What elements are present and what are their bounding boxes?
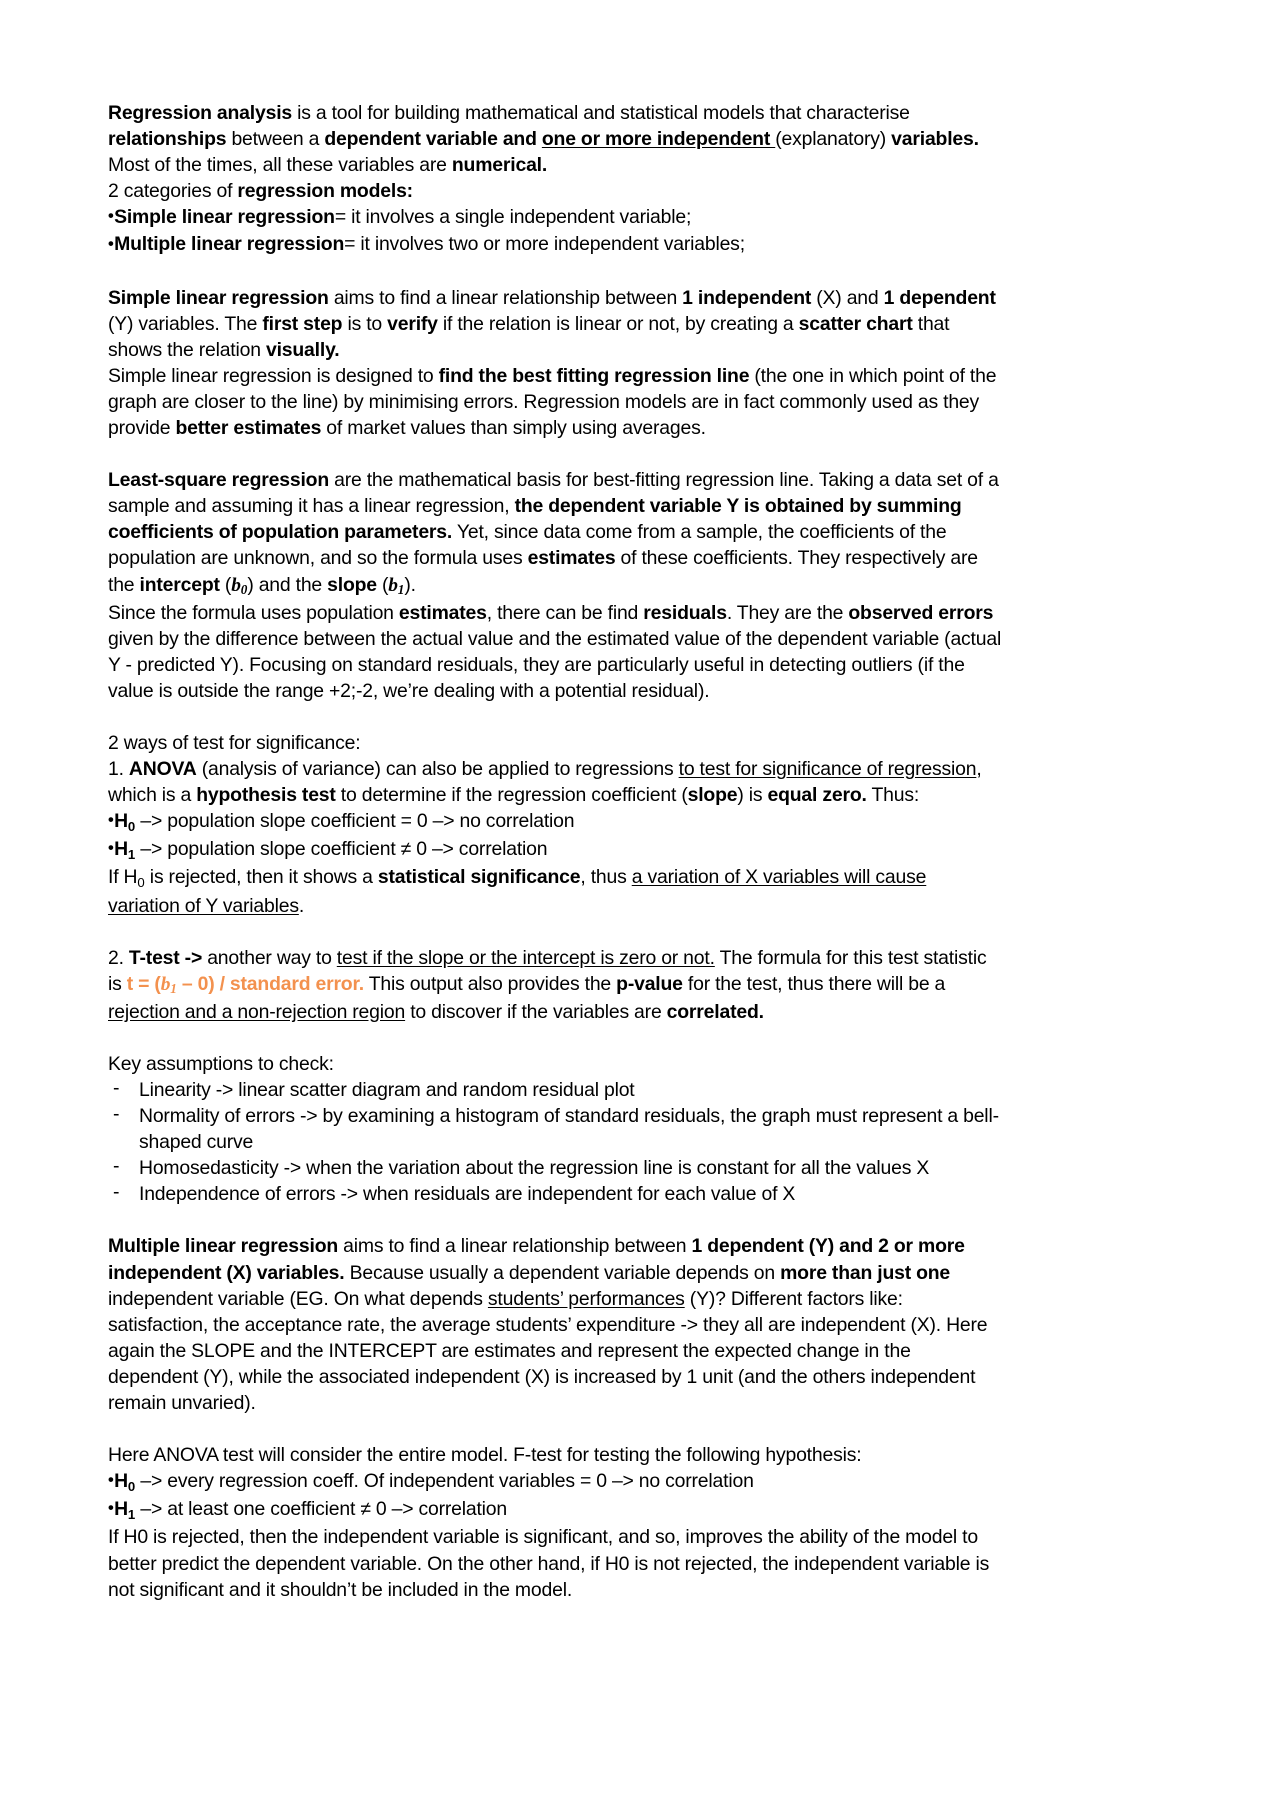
least-text-7: ). (404, 573, 416, 596)
intro-text-1: is a tool for building mathematical and statistical models that characterise (292, 102, 910, 124)
bullet-marker (108, 1470, 114, 1492)
reject-text-4: . (298, 894, 305, 917)
ttest-underline-slope-intercept: test if the slope or the intercept is zero or not. (336, 946, 715, 969)
bullet-multiple-rest: = it involves two or more independent variables; (344, 233, 745, 256)
assumptions-list (108, 1077, 1003, 1207)
anova-text-4: ) is (737, 784, 768, 807)
bullet-multiple-bold: Multiple linear regression (114, 233, 345, 256)
symbol-b-one-subscript: 1 (397, 581, 405, 597)
multiple-text-3: independent variable (EG. On what depends (108, 1287, 488, 1310)
simple-lead-bold: Simple linear regression (108, 286, 329, 309)
ttest-underline-rejection-region: rejection and a non-rejection region (108, 1000, 406, 1023)
paragraph-spacer (108, 1416, 1003, 1442)
final-h0-subscript: 0 (127, 1478, 136, 1494)
simple-bold-1-independent: 1 independent (682, 286, 812, 309)
multiple-underline-students-performances: students’ performances (487, 1287, 685, 1310)
list-item-text: Independence of errors -> when residuals are independent for each value of X (139, 1183, 796, 1206)
intro-categories-bold: regression models: (237, 180, 413, 203)
final-h1-label: H (114, 1498, 128, 1521)
paragraph-ttest (108, 945, 1003, 1025)
least-text-6: ( (376, 573, 389, 596)
symbol-b-one: b (388, 574, 398, 596)
simple-text-7: Simple linear regression is designed to (108, 364, 439, 387)
paragraph-spacer (108, 1207, 1003, 1233)
bullet-simple-bold: Simple linear regression (114, 206, 335, 229)
paragraph-intro (108, 100, 1003, 259)
simple-text-5: if the relation is linear or not, by creating a (437, 312, 799, 335)
least-text-9: , there can be find (486, 601, 644, 624)
formula-t-part: t = ( (126, 972, 161, 995)
simple-text-2: (X) and (811, 286, 884, 309)
final-h0-text: –> every regression coeff. Of independent variables = 0 –> no correlation (135, 1470, 754, 1493)
simple-bold-best-fitting: find the best fitting regression line (438, 364, 750, 387)
paragraph-multiple-linear (108, 1233, 1003, 1416)
least-text-11: given by the difference between the actual value and the estimated value of the dependent variable (actual Y - predicted Y). Focusing on standard residuals, they are particularly useful in detecting outliers (if the value is outside the range +2;-2, we’re dealing with a potential residual). (108, 627, 1002, 702)
paragraph-spacer (108, 704, 1003, 730)
anova-text-2: , which is a (108, 758, 982, 807)
paragraph-spacer (108, 441, 1003, 467)
reject-text-3: , thus (580, 866, 632, 889)
least-lead-bold: Least-square regression (108, 469, 329, 492)
intro-bold-variables: variables. (891, 128, 979, 151)
list-item-text: Homosedasticity -> when the variation about the regression line is constant for all the values X (139, 1157, 930, 1180)
ttest-bold-label: T-test -> (128, 946, 203, 969)
document-body (108, 100, 1003, 1603)
list-item-text: Linearity -> linear scatter diagram and random residual plot (139, 1079, 635, 1101)
paragraph-simple-linear (108, 285, 1003, 442)
multiple-bold-dependent-independent: 1 dependent (Y) and 2 or more independent (X) variables. (108, 1235, 965, 1284)
paragraph-spacer (108, 259, 1003, 285)
simple-text-1: aims to find a linear relationship between (328, 286, 683, 309)
list-item-text: Normality of errors -> by examining a histogram of standard residuals, the graph must represent a bell-shaped curve (139, 1105, 999, 1154)
multiple-text-1: aims to find a linear relationship between (338, 1235, 692, 1258)
ttest-number: 2. (108, 946, 129, 969)
multiple-bold-more-than-just-one: more than just one (780, 1261, 951, 1284)
multiple-text-4: (Y)? Different factors like: satisfaction, the acceptance rate, the average students’ expenditure -> they all are independent (X). Here again the SLOPE and the INTERCEPT are estimates and represent the expected change in the dependent (Y), while the associated independent (X) is increased by 1 unit (and the others independent remain unvaried). (108, 1287, 988, 1415)
hypothesis-h0-subscript: 0 (127, 818, 136, 834)
list-item (108, 1181, 1003, 1207)
hypothesis-h1-subscript: 1 (127, 846, 136, 862)
simple-bold-1-dependent: 1 dependent (883, 286, 996, 309)
least-bold-slope: slope (327, 573, 377, 596)
final-anova-intro: Here ANOVA test will consider the entire model. F-test for testing the following hypothesis: (108, 1444, 862, 1467)
simple-text-4: is to (342, 312, 388, 335)
ttest-text-5: to discover if the variables are (405, 1000, 667, 1023)
hypothesis-h1-label: H (114, 838, 128, 861)
hypothesis-h0-label: H (114, 810, 128, 833)
simple-bold-verify: verify (387, 312, 438, 335)
paragraph-least-square (108, 467, 1003, 704)
least-bold-observed-errors: observed errors (848, 601, 994, 624)
dash-marker (113, 1154, 124, 1156)
reject-text-1: If H (108, 866, 138, 889)
simple-bold-scatter-chart: scatter chart (798, 312, 913, 335)
least-text-2: Yet, since data come from a sample, the coefficients of the population are unknown, and so the formula uses (108, 521, 947, 570)
simple-bold-first-step: first step (262, 312, 343, 335)
least-bold-dependent-y: the dependent variable Y is obtained by summing coefficients of population parameters. (108, 495, 962, 544)
formula-symbol-b-subscript: 1 (170, 981, 177, 997)
final-closing-text: If H0 is rejected, then the independent variable is significant, and so, improves the ability of the model to better predict the dependent variable. On the other hand, if H0 is not rejected, the independent variable is not significant and it shouldn’t be included in the model. (108, 1526, 990, 1601)
bullet-marker (108, 810, 114, 832)
least-bold-estimates: estimates (527, 547, 616, 570)
dash-marker (113, 1102, 124, 1104)
least-text-4: ( (219, 573, 232, 596)
anova-bold-slope: slope (687, 784, 738, 807)
paragraph-final-anova (108, 1442, 1003, 1603)
anova-text-3: to determine if the regression coefficient ( (335, 784, 688, 807)
simple-text-6: that shows the relation (108, 312, 950, 361)
least-text-3: of these coefficients. They respectively are the (108, 547, 978, 596)
intro-bold-underline-independent: one or more independent (541, 128, 776, 151)
least-text-1: are the mathematical basis for best-fitting regression line. Taking a data set of a sample and assuming it has a linear regression, (108, 469, 999, 518)
hypothesis-h1-text: –> population slope coefficient ≠ 0 –> correlation (135, 838, 548, 861)
anova-underline-test-significance: to test for significance of regression (678, 758, 977, 781)
anova-bold-label: ANOVA (128, 758, 197, 781)
ttest-text-2: The formula for this test statistic is (108, 946, 987, 995)
least-text-5: ) and the (247, 573, 328, 596)
anova-bold-equal-zero: equal zero. (767, 784, 867, 807)
ttest-text-4: for the test, thus there will be a (682, 972, 946, 995)
least-text-8: Since the formula uses population (108, 601, 399, 624)
anova-bold-hypothesis-test: hypothesis test (196, 784, 336, 807)
list-item (108, 1103, 1003, 1155)
symbol-b-zero: b (231, 574, 241, 596)
ttest-text-3: This output also provides the (363, 972, 617, 995)
list-item (108, 1155, 1003, 1181)
significance-heading: 2 ways of test for significance: (108, 731, 361, 754)
reject-text-2: is rejected, then it shows a (144, 866, 378, 889)
bullet-marker (108, 233, 114, 255)
anova-text-1: (analysis of variance) can also be applied to regressions (196, 758, 679, 781)
reject-h0-subscript: 0 (137, 874, 145, 890)
multiple-lead-bold: Multiple linear regression (108, 1235, 339, 1258)
paragraph-spacer (108, 1025, 1003, 1051)
dash-marker (113, 1076, 124, 1078)
symbol-b-zero-subscript: 0 (240, 581, 248, 597)
paragraph-significance (108, 730, 1003, 919)
intro-bold-relationships: relationships (108, 128, 227, 151)
least-bold-residuals: residuals (643, 601, 727, 624)
simple-text-8: (the one in which point of the graph are closer to the line) by minimising errors. Regression models are in fact commonly used as they provide (108, 364, 997, 440)
simple-text-9: of market values than simply using averages. (321, 417, 706, 440)
intro-bold-dependent: dependent variable and (324, 128, 542, 151)
simple-bold-visually: visually. (265, 338, 340, 361)
intro-categories-text: 2 categories of (108, 180, 238, 203)
intro-bold-numerical: numerical. (451, 154, 548, 177)
final-h0-label: H (114, 1470, 128, 1493)
hypothesis-h0-text: –> population slope coefficient = 0 –> no correlation (135, 810, 575, 833)
paragraph-spacer (108, 919, 1003, 945)
final-h1-text: –> at least one coefficient ≠ 0 –> correlation (135, 1498, 508, 1521)
intro-text-4: Most of the times, all these variables are (108, 154, 452, 177)
ttest-bold-correlated: correlated. (666, 1000, 764, 1023)
intro-lead-bold: Regression analysis (108, 102, 293, 124)
ttest-formula (127, 973, 364, 995)
simple-bold-better-estimates: better estimates (175, 417, 322, 440)
list-item (108, 1077, 1003, 1103)
ttest-text-1: another way to (202, 946, 337, 969)
final-h1-subscript: 1 (127, 1506, 136, 1522)
least-text-10: . They are the (726, 601, 849, 624)
formula-symbol-b: b (160, 973, 171, 995)
least-bold-intercept: intercept (139, 573, 220, 596)
assumptions-heading: Key assumptions to check: (108, 1052, 334, 1075)
formula-remainder: – 0) / standard error. (176, 972, 364, 995)
intro-text-3: (explanatory) (775, 128, 892, 151)
intro-text-2: between a (226, 128, 325, 151)
dash-marker (113, 1180, 124, 1182)
multiple-text-2: Because usually a dependent variable depends on (344, 1261, 781, 1284)
least-bold-estimates-2: estimates (398, 601, 487, 624)
reject-bold-statistical-significance: statistical significance (377, 866, 581, 889)
anova-text-5: Thus: (866, 784, 920, 807)
anova-number: 1. (108, 758, 129, 781)
ttest-bold-pvalue: p-value (616, 972, 683, 995)
reject-underline-variation: a variation of X variables will cause variation of Y variables (108, 866, 927, 917)
simple-text-3: (Y) variables. The (108, 312, 263, 335)
bullet-simple-rest: = it involves a single independent variable; (334, 206, 692, 229)
